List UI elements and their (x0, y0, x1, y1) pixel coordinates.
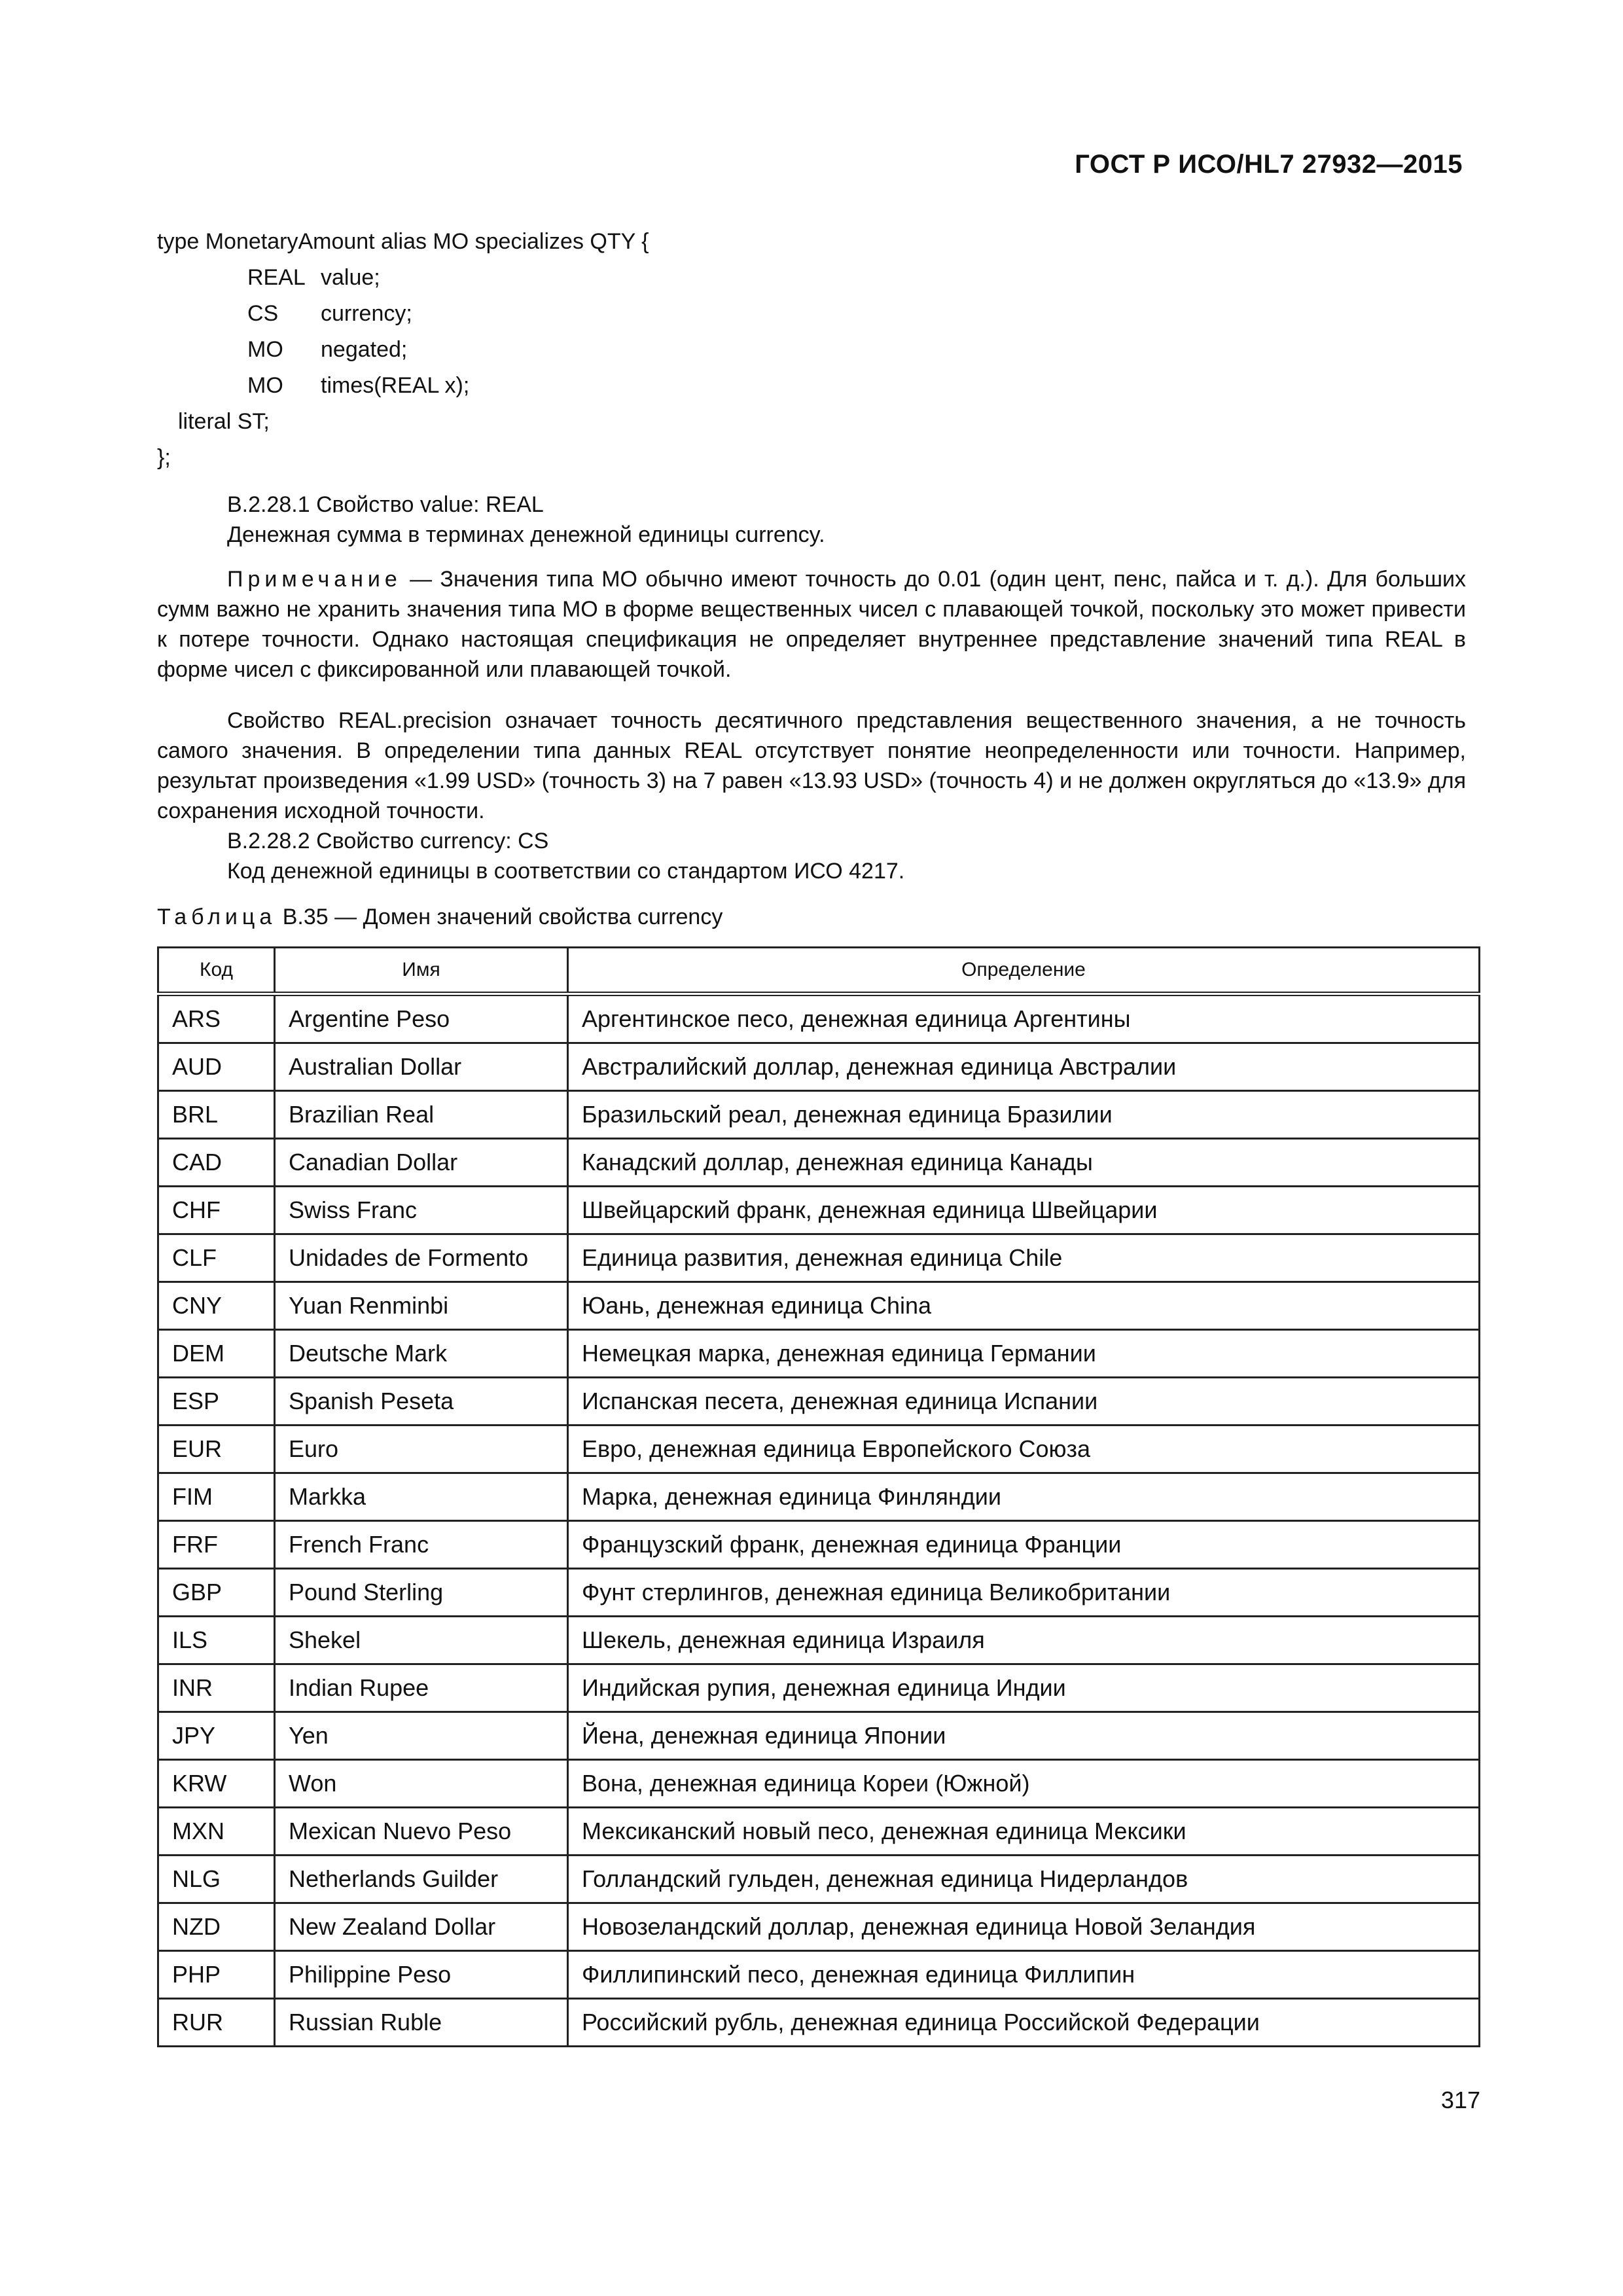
currency-definition-cell: Канадский доллар, денежная единица Канады (568, 1139, 1480, 1187)
currency-definition-cell: Аргентинское песо, денежная единица Аргентины (568, 994, 1480, 1043)
currency-definition-cell: Юань, денежная единица China (568, 1282, 1480, 1330)
currency-definition-cell: Индийская рупия, денежная единица Индии (568, 1664, 1480, 1712)
currency-definition-cell: Австралийский доллар, денежная единица Австралии (568, 1043, 1480, 1091)
table-row (158, 1664, 1480, 1712)
currency-code-cell: FIM (158, 1473, 275, 1521)
table-row (158, 1569, 1480, 1617)
table-row (158, 1234, 1480, 1282)
table-row (158, 1187, 1480, 1234)
table-header-row (158, 948, 1480, 994)
code-field (157, 368, 649, 404)
table-caption-label: Таблица (157, 905, 277, 929)
type-definition-code (157, 224, 649, 476)
currency-code-cell: AUD (158, 1043, 275, 1091)
currency-table (157, 946, 1480, 2047)
table-body (158, 994, 1480, 2047)
currency-name-cell: New Zealand Dollar (275, 1903, 568, 1951)
currency-name-cell: Canadian Dollar (275, 1139, 568, 1187)
currency-name-cell: Unidades de Formento (275, 1234, 568, 1282)
section-heading: B.2.28.2 Свойство currency: CS (227, 829, 549, 853)
currency-definition-cell: Фунт стерлингов, денежная единица Великобритании (568, 1569, 1480, 1617)
currency-name-cell: French Franc (275, 1521, 568, 1569)
currency-definition-cell: Голландский гульден, денежная единица Нидерландов (568, 1856, 1480, 1903)
currency-definition-cell: Немецкая марка, денежная единица Германии (568, 1330, 1480, 1378)
table-row (158, 1903, 1480, 1951)
field-type: REAL (247, 265, 306, 290)
section-text: Код денежной единицы в соответствии со стандартом ИСО 4217. (227, 859, 905, 884)
field-name: times(REAL x); (321, 373, 470, 398)
precision-block (157, 706, 1466, 886)
currency-definition-cell: Швейцарский франк, денежная единица Швейцарии (568, 1187, 1480, 1234)
currency-name-cell: Shekel (275, 1617, 568, 1664)
currency-code-cell: NLG (158, 1856, 275, 1903)
currency-name-cell: Pound Sterling (275, 1569, 568, 1617)
currency-code-cell: CAD (158, 1139, 275, 1187)
currency-name-cell: Australian Dollar (275, 1043, 568, 1091)
table-row (158, 1139, 1480, 1187)
currency-definition-cell: Бразильский реал, денежная единица Бразилии (568, 1091, 1480, 1139)
note-label: Примечание (227, 567, 402, 592)
currency-code-cell: CNY (158, 1282, 275, 1330)
currency-code-cell: CLF (158, 1234, 275, 1282)
currency-name-cell: Euro (275, 1426, 568, 1473)
table-row (158, 1808, 1480, 1856)
table-row (158, 1043, 1480, 1091)
field-name: value; (321, 265, 380, 290)
currency-code-cell: INR (158, 1664, 275, 1712)
code-field (157, 296, 649, 332)
table-caption (157, 902, 722, 932)
code-field (157, 332, 649, 368)
table-row (158, 1282, 1480, 1330)
table-row (158, 1521, 1480, 1569)
currency-definition-cell: Йена, денежная единица Японии (568, 1712, 1480, 1760)
currency-code-cell: ARS (158, 994, 275, 1043)
currency-name-cell: Mexican Nuevo Peso (275, 1808, 568, 1856)
table-row (158, 1473, 1480, 1521)
document-header: ГОСТ Р ИСО/HL7 27932—2015 (1075, 150, 1463, 179)
table-row (158, 1617, 1480, 1664)
section-value (157, 490, 1466, 550)
table-row (158, 1999, 1480, 2047)
table-row (158, 1760, 1480, 1808)
page-number: 317 (1440, 2087, 1480, 2113)
table-row (158, 1378, 1480, 1426)
currency-code-cell: FRF (158, 1521, 275, 1569)
note-paragraph (157, 564, 1466, 685)
table-caption-text: B.35 — Домен значений свойства currency (276, 905, 723, 929)
header-name: Имя (275, 948, 568, 994)
currency-definition-cell: Шекель, денежная единица Израиля (568, 1617, 1480, 1664)
currency-name-cell: Philippine Peso (275, 1951, 568, 1999)
currency-name-cell: Swiss Franc (275, 1187, 568, 1234)
currency-code-cell: PHP (158, 1951, 275, 1999)
table-row (158, 1330, 1480, 1378)
field-name: currency; (321, 301, 412, 326)
currency-name-cell: Markka (275, 1473, 568, 1521)
field-name: negated; (321, 337, 408, 362)
table-row (158, 1426, 1480, 1473)
code-line: literal ST; (178, 409, 270, 434)
currency-name-cell: Spanish Peseta (275, 1378, 568, 1426)
currency-definition-cell: Единица развития, денежная единица Chile (568, 1234, 1480, 1282)
currency-definition-cell: Марка, денежная единица Финляндии (568, 1473, 1480, 1521)
currency-name-cell: Yen (275, 1712, 568, 1760)
currency-definition-cell: Евро, денежная единица Европейского Союза (568, 1426, 1480, 1473)
table-row (158, 1856, 1480, 1903)
precision-paragraph: Свойство REAL.precision означает точность десятичного представления вещественного значения, а не точность самого значения. В определении типа данных REAL отсутствует понятие неопределенности или точности. Например, результат произведения «1.99 USD» (точность 3) на 7 равен «13.93 USD» (точность 4) и не должен округляться до «13.9» для сохранения исходной точности. (157, 708, 1466, 823)
code-line: type MonetaryAmount alias MO specializes QTY { (157, 229, 649, 254)
currency-code-cell: EUR (158, 1426, 275, 1473)
field-type: CS (247, 301, 279, 326)
currency-definition-cell: Новозеландский доллар, денежная единица Новой Зеландия (568, 1903, 1480, 1951)
header-definition: Определение (568, 948, 1480, 994)
currency-code-cell: JPY (158, 1712, 275, 1760)
currency-code-cell: GBP (158, 1569, 275, 1617)
currency-code-cell: BRL (158, 1091, 275, 1139)
table-row (158, 1712, 1480, 1760)
note-text: — Значения типа MO обычно имеют точность до 0.01 (один цент, пенс, пайса и т. д.). Для больших сумм важно не хранить значения типа MO в форме вещественных чисел с плавающей точкой, поскольку это может привести к потере точности. Однако настоящая спецификация не определяет внутреннее представление значений типа REAL в форме чисел с фиксированной или плавающей точкой. (157, 567, 1466, 682)
currency-definition-cell: Мексиканский новый песо, денежная единица Мексики (568, 1808, 1480, 1856)
currency-name-cell: Indian Rupee (275, 1664, 568, 1712)
currency-definition-cell: Испанская песета, денежная единица Испании (568, 1378, 1480, 1426)
code-field (157, 260, 649, 296)
section-heading: B.2.28.1 Свойство value: REAL (227, 492, 544, 517)
currency-name-cell: Won (275, 1760, 568, 1808)
code-line: }; (157, 445, 171, 470)
currency-name-cell: Deutsche Mark (275, 1330, 568, 1378)
currency-name-cell: Argentine Peso (275, 994, 568, 1043)
currency-name-cell: Brazilian Real (275, 1091, 568, 1139)
section-text: Денежная сумма в терминах денежной единицы currency. (227, 522, 825, 547)
currency-name-cell: Russian Ruble (275, 1999, 568, 2047)
table-row (158, 1091, 1480, 1139)
currency-code-cell: RUR (158, 1999, 275, 2047)
currency-definition-cell: Российский рубль, денежная единица Российской Федерации (568, 1999, 1480, 2047)
currency-code-cell: NZD (158, 1903, 275, 1951)
currency-definition-cell: Вона, денежная единица Кореи (Южной) (568, 1760, 1480, 1808)
header-code: Код (158, 948, 275, 994)
currency-code-cell: KRW (158, 1760, 275, 1808)
table-row (158, 1951, 1480, 1999)
currency-name-cell: Yuan Renminbi (275, 1282, 568, 1330)
table-row (158, 994, 1480, 1043)
currency-code-cell: MXN (158, 1808, 275, 1856)
currency-definition-cell: Филлипинский песо, денежная единица Филлипин (568, 1951, 1480, 1999)
field-type: MO (247, 337, 283, 362)
currency-name-cell: Netherlands Guilder (275, 1856, 568, 1903)
currency-definition-cell: Французский франк, денежная единица Франции (568, 1521, 1480, 1569)
currency-code-cell: ILS (158, 1617, 275, 1664)
note-block (157, 564, 1466, 685)
field-type: MO (247, 373, 283, 398)
currency-code-cell: ESP (158, 1378, 275, 1426)
currency-code-cell: CHF (158, 1187, 275, 1234)
currency-code-cell: DEM (158, 1330, 275, 1378)
